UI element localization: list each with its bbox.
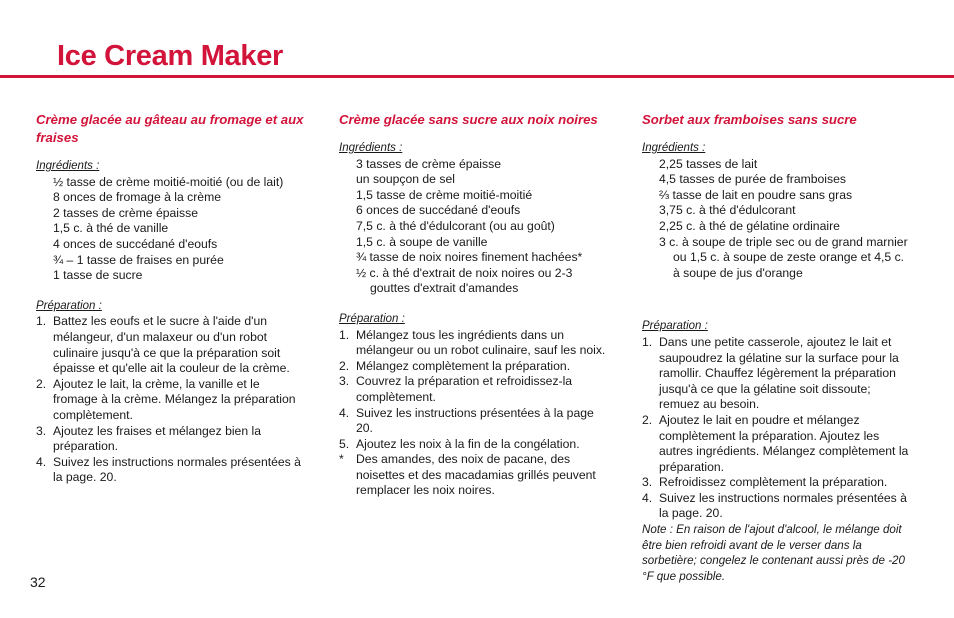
header-rule bbox=[0, 75, 954, 78]
steps-list bbox=[36, 314, 304, 486]
step-item bbox=[339, 406, 607, 437]
footnote bbox=[339, 452, 607, 499]
step-item bbox=[339, 328, 607, 359]
ingredients-label: Ingrédients : bbox=[642, 142, 706, 154]
step-number: 3. bbox=[339, 374, 350, 389]
step-text: Suivez les instructions normales présentées à la page. 20. bbox=[53, 454, 301, 485]
ingredient-item: 1,5 c. à soupe de vanille bbox=[356, 234, 488, 249]
ingredient-item: ¾ tasse de noix noires finement hachées* bbox=[356, 250, 583, 265]
step-text: Ajoutez le lait, la crème, la vanille et le fromage à la crème. Mélangez la préparation complètement. bbox=[53, 376, 296, 422]
step-number: 5. bbox=[339, 436, 350, 451]
step-text: Couvrez la préparation et refroidissez-la complètement. bbox=[356, 374, 573, 404]
step-item bbox=[642, 335, 914, 413]
step-number: 4. bbox=[642, 490, 653, 505]
ingredient-item: 3 c. à soupe de triple sec ou de grand marnier ou 1,5 c. à soupe de zeste orange et 4,5 c. à soupe de jus d'orange bbox=[659, 234, 908, 280]
ingredients-list bbox=[356, 157, 607, 297]
recipe-cheesecake-strawberry bbox=[36, 111, 304, 486]
ingredient-item: 4,5 tasses de purée de framboises bbox=[659, 172, 846, 187]
page-title: Ice Cream Maker bbox=[57, 40, 284, 72]
step-item bbox=[339, 374, 607, 405]
step-number: 4. bbox=[36, 454, 47, 469]
recipe-title: Sorbet aux framboises sans sucre bbox=[642, 112, 857, 127]
ingredients-list bbox=[659, 157, 914, 282]
ingredient-item: ½ c. à thé d'extrait de noix noires ou 2-3 gouttes d'extrait d'amandes bbox=[356, 265, 573, 296]
ingredient-item: ½ tasse de crème moitié-moitié (ou de lait) bbox=[53, 174, 284, 189]
steps-list bbox=[642, 335, 914, 522]
footnote-text: Des amandes, des noix de pacane, des noisettes et des macadamias grillés peuvent remplacer les noix noires. bbox=[356, 452, 596, 498]
step-text: Dans une petite casserole, ajoutez le lait et saupoudrez la gélatine sur la surface pour la ramollir. Chauffez légèrement la préparation jusqu'à ce que la gélatine soit dissoute; remuez au besoin. bbox=[659, 334, 899, 412]
ingredient-item: ⅔ tasse de lait en poudre sans gras bbox=[659, 187, 853, 202]
step-item bbox=[36, 455, 304, 486]
step-number: 2. bbox=[339, 358, 350, 373]
recipe-title: Crème glacée au gâteau au fromage et aux fraises bbox=[36, 112, 304, 145]
ingredient-item: 2,25 c. à thé de gélatine ordinaire bbox=[659, 218, 840, 233]
ingredient-item: 1,5 c. à thé de vanille bbox=[53, 221, 169, 236]
step-text: Mélangez complètement la préparation. bbox=[356, 358, 571, 373]
step-number: 2. bbox=[642, 412, 653, 427]
step-number: 1. bbox=[339, 327, 350, 342]
step-number: 2. bbox=[36, 376, 47, 391]
step-item bbox=[36, 377, 304, 424]
preparation-label: Préparation : bbox=[642, 320, 708, 333]
ingredients-list bbox=[53, 175, 304, 284]
step-number: 3. bbox=[36, 423, 47, 438]
step-item bbox=[642, 413, 914, 475]
ingredient-item: 7,5 c. à thé d'édulcorant (ou au goût) bbox=[356, 218, 555, 233]
ingredient-item: 2,25 tasses de lait bbox=[659, 156, 758, 171]
step-number: 4. bbox=[339, 405, 350, 420]
step-item bbox=[642, 475, 914, 491]
ingredient-item: ¾ – 1 tasse de fraises en purée bbox=[53, 252, 224, 267]
ingredient-item: 4 onces de succédané d'eoufs bbox=[53, 236, 218, 251]
ingredient-item: 3 tasses de crème épaisse bbox=[356, 156, 501, 171]
step-item bbox=[339, 359, 607, 375]
step-text: Mélangez tous les ingrédients dans un mélangeur ou un robot culinaire, sauf les noix. bbox=[356, 327, 606, 358]
steps-list bbox=[339, 328, 607, 453]
page-number: 32 bbox=[30, 574, 46, 590]
ingredient-item: 1,5 tasse de crème moitié-moitié bbox=[356, 187, 533, 202]
step-text: Ajoutez les noix à la fin de la congélation. bbox=[356, 436, 580, 451]
step-text: Ajoutez les fraises et mélangez bien la préparation. bbox=[53, 423, 261, 454]
ingredient-item: 2 tasses de crème épaisse bbox=[53, 205, 198, 220]
step-text: Refroidissez complètement la préparation. bbox=[659, 475, 888, 490]
preparation-label: Préparation : bbox=[36, 299, 102, 312]
recipe-title: Crème glacée sans sucre aux noix noires bbox=[339, 112, 598, 127]
step-item bbox=[36, 314, 304, 376]
step-number: 3. bbox=[642, 475, 653, 490]
ingredient-item: 3,75 c. à thé d'édulcorant bbox=[659, 203, 796, 218]
step-text: Suivez les instructions normales présentées à la page. 20. bbox=[659, 490, 907, 521]
step-item bbox=[339, 437, 607, 453]
recipe-raspberry-sorbet bbox=[642, 111, 914, 584]
ingredient-item: 8 onces de fromage à la crème bbox=[53, 190, 222, 205]
preparation-label: Préparation : bbox=[339, 312, 405, 325]
ingredients-label: Ingrédients : bbox=[36, 160, 100, 172]
ingredient-item: 6 onces de succédané d'eoufs bbox=[356, 203, 521, 218]
ingredients-label: Ingrédients : bbox=[339, 142, 403, 154]
step-number: 1. bbox=[36, 314, 47, 329]
ingredient-item: un soupçon de sel bbox=[356, 172, 455, 187]
recipe-black-walnut bbox=[339, 111, 607, 499]
step-item bbox=[36, 424, 304, 455]
step-text: Battez les eoufs et le sucre à l'aide d'un mélangeur, d'un malaxeur ou d'un robot culinaire jusqu'à ce que la préparation soit épaisse et qu'elle ait la couleur de la crème. bbox=[53, 314, 290, 376]
footnote-mark: * bbox=[339, 452, 344, 467]
step-text: Suivez les instructions présentées à la page 20. bbox=[356, 405, 594, 436]
step-number: 1. bbox=[642, 334, 653, 349]
step-text: Ajoutez le lait en poudre et mélangez complètement la préparation. Ajoutez les autres ingrédients. Mélangez complètement la préparation. bbox=[659, 412, 909, 474]
step-item bbox=[642, 491, 914, 522]
note: Note : En raison de l'ajout d'alcool, le mélange doit être bien refroidi avant de le verser dans la sorbetière; congelez le contenant aussi près de -20 °F que possible. bbox=[642, 523, 905, 583]
ingredient-item: 1 tasse de sucre bbox=[53, 268, 143, 283]
